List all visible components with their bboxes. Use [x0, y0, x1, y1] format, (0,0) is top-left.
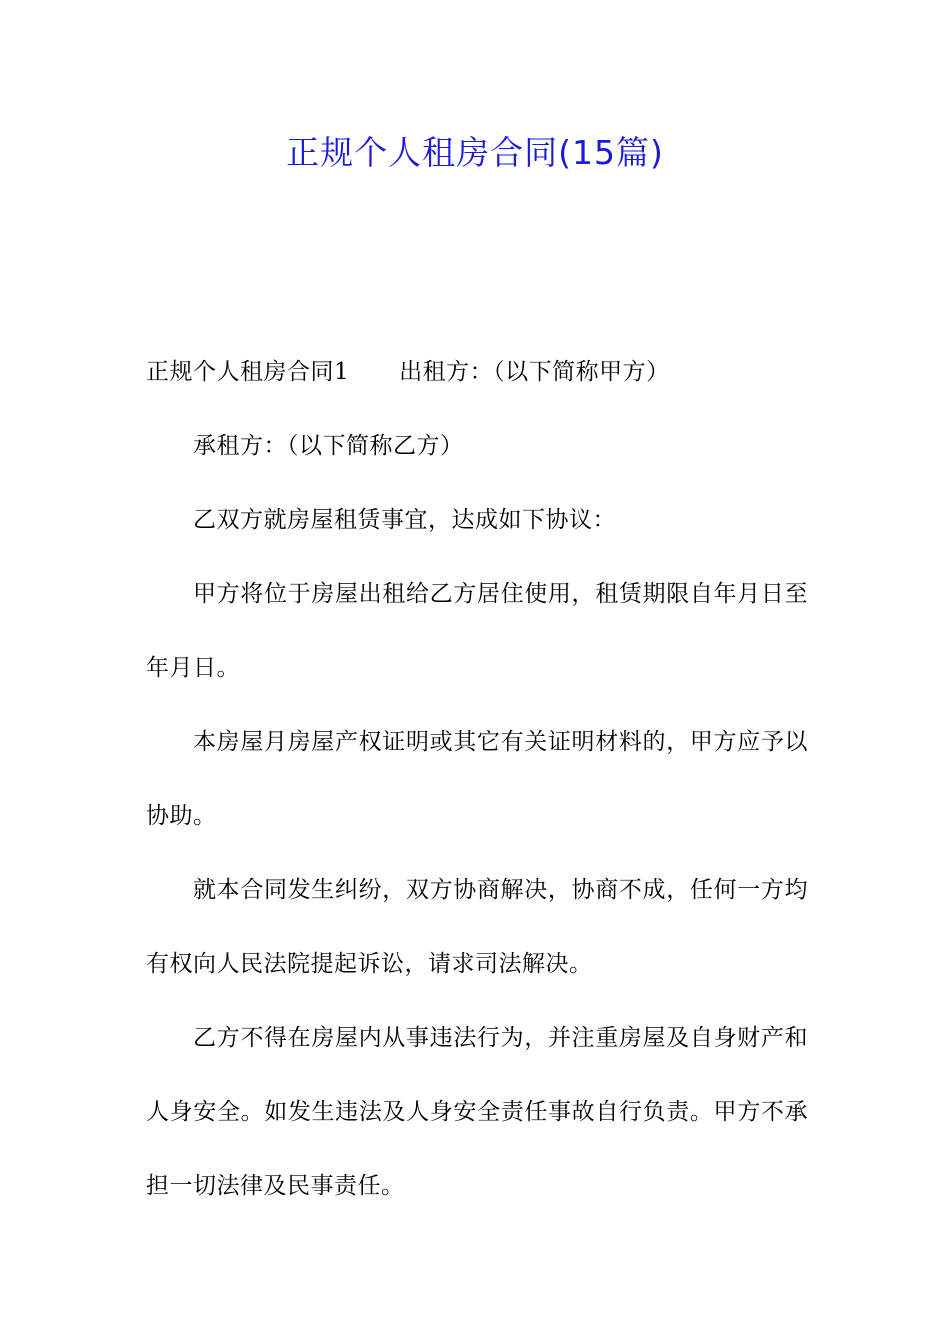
first-line: [146, 335, 808, 409]
document-body: [146, 335, 808, 1223]
lessor-line: 出租方：（以下简称甲方）: [399, 359, 670, 385]
paragraph-ownership-proof: 本房屋月房屋产权证明或其它有关证明材料的，甲方应予以协助。: [146, 729, 808, 829]
paragraph-lessee: 承租方：（以下简称乙方）: [193, 433, 464, 459]
paragraph-disputes: 就本合同发生纠纷，双方协商解决，协商不成，任何一方均有权向人民法院提起诉讼，请求司法解决。: [146, 877, 808, 977]
paragraph-agreement: 乙双方就房屋租赁事宜，达成如下协议：: [193, 507, 616, 533]
paragraph-lease-term: 甲方将位于房屋出租给乙方居住使用，租赁期限自年月日至年月日。: [146, 581, 808, 681]
document-title: 正规个人租房合同(15篇): [286, 133, 664, 172]
paragraph-liability: 乙方不得在房屋内从事违法行为，并注重房屋及自身财产和人身安全。如发生违法及人身安全责任事故自行负责。甲方不承担一切法律及民事责任。: [146, 1025, 808, 1199]
contract-heading: 正规个人租房合同1: [146, 359, 350, 385]
